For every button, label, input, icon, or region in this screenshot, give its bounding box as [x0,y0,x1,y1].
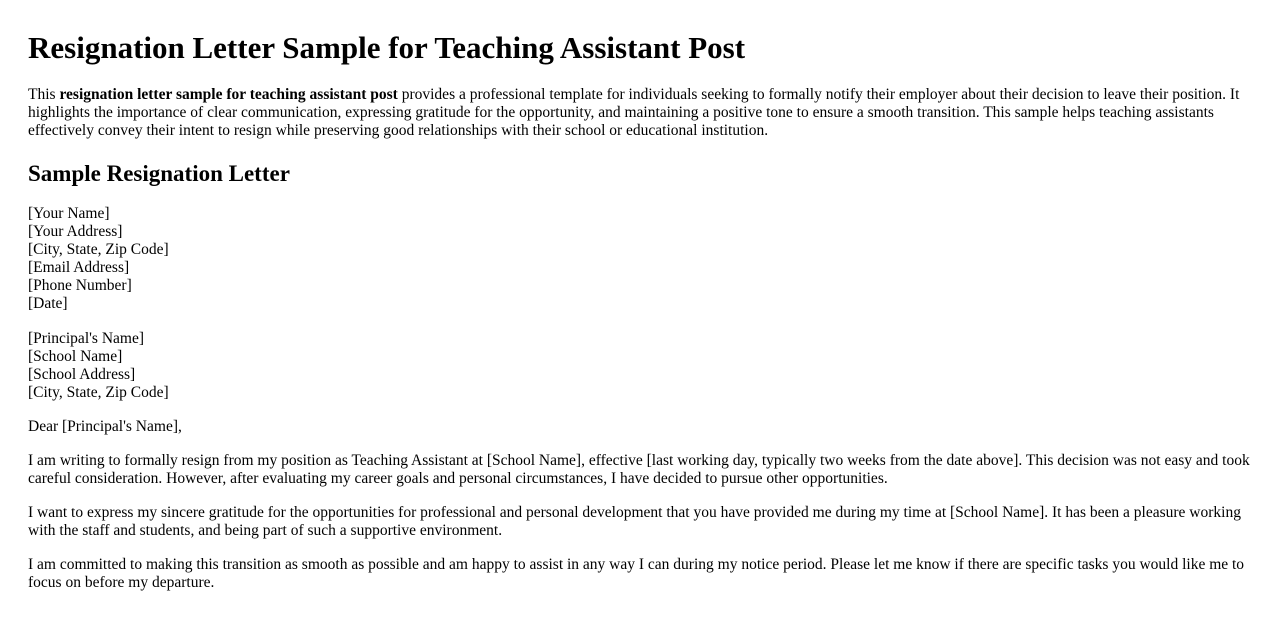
intro-rest: provides a professional template for individuals seeking to formally notify their employer about their decision to leave their position. It highlights the importance of clear communication, expressing gratitude for the opportunity, and maintaining a positive tone to ensure a smooth transition. This sample helps teaching assistants effectively convey their intent to resign while preserving good relationships with their school or educational institution. [28,86,1240,139]
sender-email: [Email Address] [28,259,130,276]
section-heading: Sample Resignation Letter [28,161,290,186]
page-title: Resignation Letter Sample for Teaching Assistant Post [28,30,746,65]
letter-paragraph-resignation: I am writing to formally resign from my position as Teaching Assistant at [School Name], effective [last working day, typically two weeks from the date above]. This decision was not easy and took careful consideration. However, after evaluating my career goals and personal circumstances, I have decided to pursue other opportunities. [28,452,1250,487]
letter-paragraph-transition: I am committed to making this transition as smooth as possible and am happy to assist in any way I can during my notice period. Please let me know if there are specific tasks you would like me to focus on before my departure. [28,556,1245,591]
recipient-school-name: [School Name] [28,348,123,365]
recipient-name: [Principal's Name] [28,330,144,347]
intro-lead: This [28,86,60,103]
letter-date: [Date] [28,295,68,312]
recipient-city-state-zip: [City, State, Zip Code] [28,384,169,401]
sender-name: [Your Name] [28,205,110,222]
sender-phone: [Phone Number] [28,277,132,294]
document-page [0,30,1278,592]
letter-paragraph-gratitude: I want to express my sincere gratitude for the opportunities for professional and personal development that you have provided me during my time at [School Name]. It has been a pleasure working with the staff and students, and being part of such a supportive environment. [28,504,1241,539]
recipient-block [28,330,1250,402]
intro-paragraph [28,86,1250,140]
sender-block [28,205,1250,313]
recipient-school-address: [School Address] [28,366,136,383]
sender-city-state-zip: [City, State, Zip Code] [28,241,169,258]
intro-bold-keyword: resignation letter sample for teaching assistant post [59,86,398,103]
letter-body [28,205,1250,592]
salutation: Dear [Principal's Name], [28,418,182,435]
sender-address: [Your Address] [28,223,123,240]
